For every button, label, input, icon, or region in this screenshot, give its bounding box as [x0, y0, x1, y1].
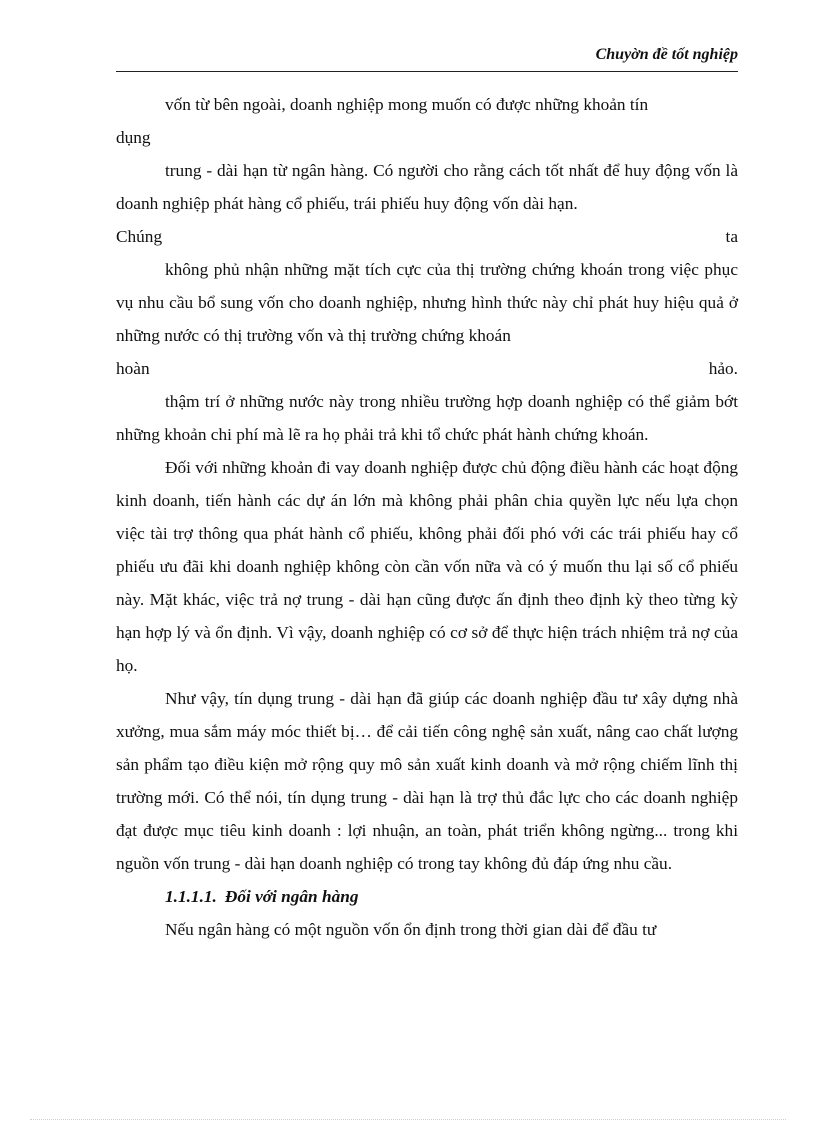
line-end-word: ta: [725, 227, 738, 246]
justified-line: [116, 352, 738, 385]
paragraph: Như vậy, tín dụng trung - dài hạn đã giúp các doanh nghiệp đầu tư xây dựng nhà xưởng, mua sắm máy móc thiết bị… để cải tiến công nghệ sản xuất, nâng cao chất lượng sản phẩm tạo điều kiện mở rộng quy mô sản xuất kinh doanh và mở rộng chiếm lĩnh thị trường mới. Có thể nói, tín dụng trung - dài hạn là trợ thủ đắc lực cho các doanh nghiệp đạt được mục tiêu kinh doanh : lợi nhuận, an toàn, phát triển không ngừng... trong khi nguồn vốn trung - dài hạn doanh nghiệp có trong tay không đủ đáp ứng nhu cầu.: [116, 689, 738, 873]
paragraph: trung - dài hạn từ ngân hàng. Có người cho rằng cách tốt nhất để huy động vốn là doanh nghiệp phát hàng cổ phiếu, trái phiếu huy động vốn dài hạn.: [116, 161, 738, 213]
paragraph: thậm trí ở những nước này trong nhiều trường hợp doanh nghiệp có thể giảm bớt những khoản chi phí mà lẽ ra họ phải trả khi tổ chức phát hành chứng khoán.: [116, 392, 738, 444]
paragraph-continuation: dụng: [116, 128, 151, 147]
header-rule: [116, 71, 738, 72]
page-body: [116, 88, 738, 946]
section-title: Đối với ngân hàng: [224, 887, 359, 906]
justified-line: [116, 220, 738, 253]
line-start-word: Chúng: [116, 227, 163, 246]
paragraph: Đối với những khoản đi vay doanh nghiệp được chủ động điều hành các hoạt động kinh doanh, tiến hành các dự án lớn mà không phải phân chia quyền lực nếu lựa chọn việc tài trợ thông qua phát hành cổ phiếu, không phải đối phó với các trái phiếu hay cổ phiếu ưu đãi khi doanh nghiệp không còn cần vốn nữa và có ý muốn thu lại số cổ phiếu này. Mặt khác, việc trả nợ trung - dài hạn cũng được ấn định theo định kỳ theo từng kỳ hạn hợp lý và ổn định. Vì vậy, doanh nghiệp có cơ sở để thực hiện trách nhiệm trả nợ của họ.: [116, 458, 738, 675]
page-bottom-border: [30, 1119, 786, 1120]
section-heading: [116, 880, 738, 913]
paragraph: vốn từ bên ngoài, doanh nghiệp mong muốn có được những khoản tín: [165, 95, 649, 114]
section-number: 1.1.1.1.: [165, 887, 217, 906]
running-header: Chuyờn đề tốt nghiệp: [595, 46, 738, 63]
paragraph: không phủ nhận những mặt tích cực của thị trường chứng khoán trong việc phục vụ nhu cầu bổ sung vốn cho doanh nghiệp, nhưng hình thức này chỉ phát huy hiệu quả ở những nước có thị trường vốn và thị trường chứng khoán: [116, 260, 738, 345]
line-end-word: hảo.: [708, 359, 738, 378]
line-start-word: hoàn: [116, 359, 150, 378]
paragraph: Nếu ngân hàng có một nguồn vốn ổn định trong thời gian dài để đầu tư: [165, 920, 657, 939]
